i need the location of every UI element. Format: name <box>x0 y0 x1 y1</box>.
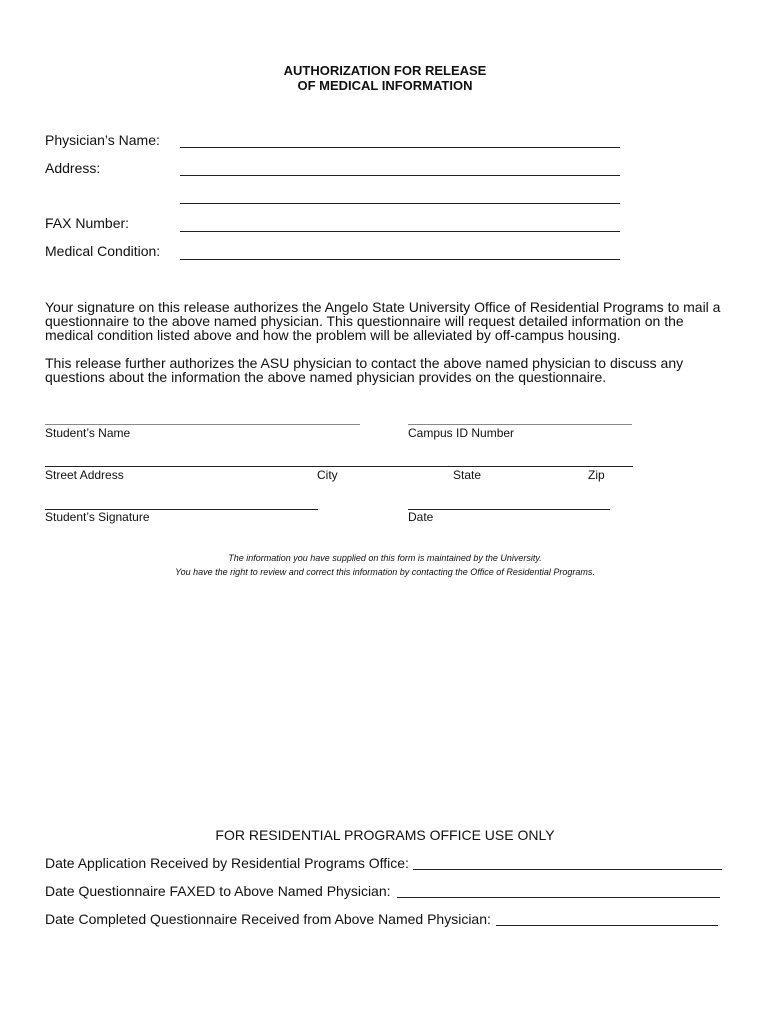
physician-name-field[interactable] <box>180 147 620 148</box>
date-faxed-field[interactable] <box>397 897 720 898</box>
date-received-field[interactable] <box>413 869 722 870</box>
address-line-field[interactable] <box>45 466 633 467</box>
zip-label: Zip <box>588 468 605 482</box>
form-title-line2: OF MEDICAL INFORMATION <box>297 78 473 93</box>
student-name-field[interactable] <box>45 424 360 425</box>
date-field[interactable] <box>408 509 610 510</box>
address-field-line2[interactable] <box>180 203 620 204</box>
form-title-line1: AUTHORIZATION FOR RELEASE <box>283 63 487 78</box>
medical-condition-label: Medical Condition: <box>45 243 161 259</box>
fax-label: FAX Number: <box>45 215 130 231</box>
street-address-label: Street Address <box>45 468 124 482</box>
date-completed-label: Date Completed Questionnaire Received from Above Named Physician: <box>45 911 491 927</box>
student-name-label: Student’s Name <box>45 426 131 440</box>
privacy-notice-line2: You have the right to review and correct this information by contacting the Office of Residential Programs. <box>175 567 595 577</box>
physician-name-label: Physician’s Name: <box>45 132 160 148</box>
date-faxed-label: Date Questionnaire FAXED to Above Named Physician: <box>45 883 391 899</box>
fax-field[interactable] <box>180 231 620 232</box>
date-label: Date <box>408 510 434 524</box>
state-label: State <box>453 468 482 482</box>
privacy-notice-line1: The information you have supplied on this form is maintained by the University. <box>228 553 542 563</box>
city-label: City <box>317 468 338 482</box>
office-use-heading: FOR RESIDENTIAL PROGRAMS OFFICE USE ONLY <box>215 827 555 843</box>
campus-id-label: Campus ID Number <box>408 426 515 440</box>
further-authorization-paragraph: This release further authorizes the ASU physician to contact the above named physician to discuss any questions about the information the above named physician provides on the questionnaire. <box>45 355 684 385</box>
address-label: Address: <box>45 160 101 176</box>
address-field-line1[interactable] <box>180 175 620 176</box>
campus-id-field[interactable] <box>408 424 632 425</box>
date-completed-field[interactable] <box>496 925 718 926</box>
authorization-paragraph: Your signature on this release authorizes the Angelo State University Office of Residential Programs to mail a questionnaire to the above named physician. This questionnaire will request detailed information on the medical condition listed above and how the problem will be alleviated by off-campus housing. <box>45 299 721 343</box>
student-signature-label: Student’s Signature <box>45 510 150 524</box>
medical-condition-field[interactable] <box>180 259 620 260</box>
date-received-label: Date Application Received by Residential Programs Office: <box>45 855 409 871</box>
